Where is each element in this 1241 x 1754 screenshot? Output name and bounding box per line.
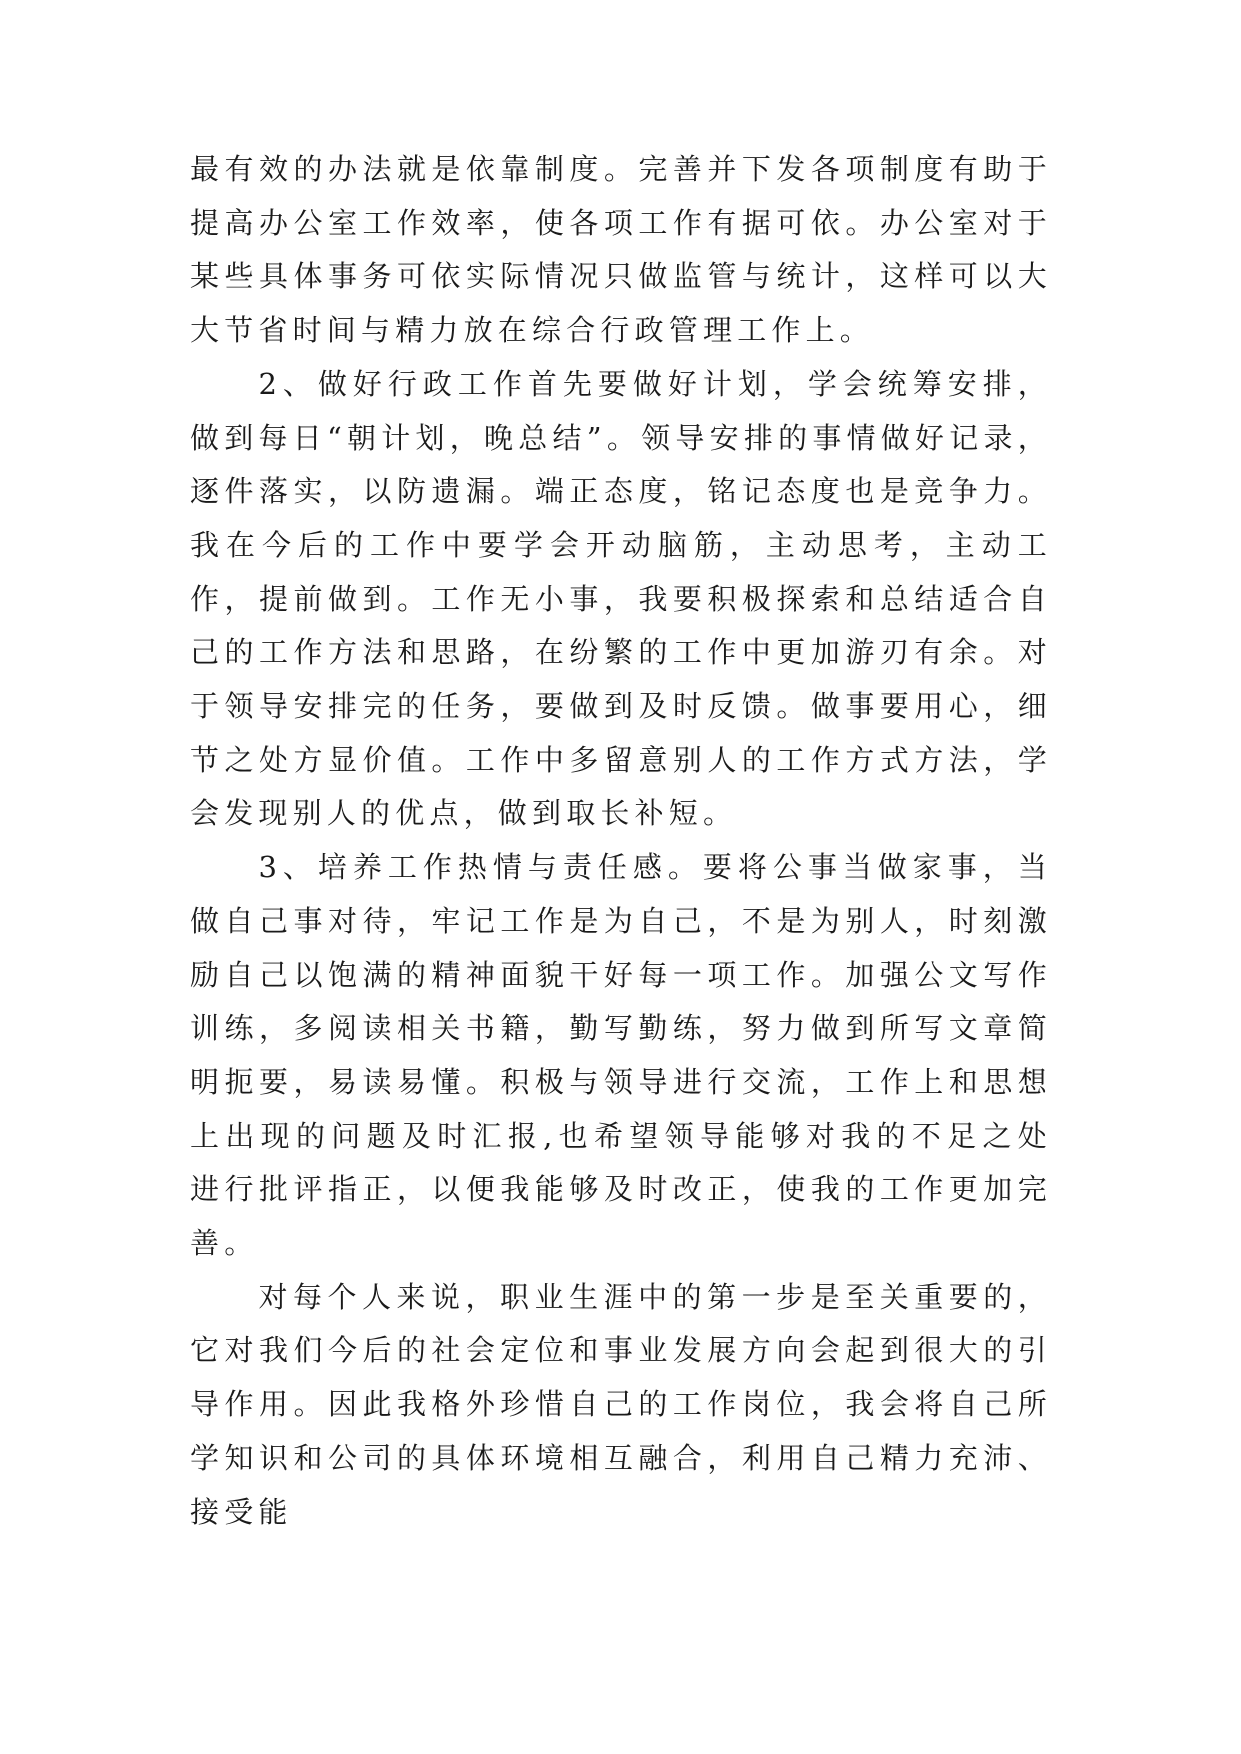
paragraph-closing: 对每个人来说，职业生涯中的第一步是至关重要的，它对我们今后的社会定位和事业发展方向会起到很大的引导作用。因此我格外珍惜自己的工作岗位，我会将自己所学知识和公司的具体环境相互融合，利用自己精力充沛、接受能 xyxy=(190,1279,1052,1529)
paragraph-point-2: 2、做好行政工作首先要做好计划，学会统筹安排，做到每日“朝计划，晚总结”。领导安排的事情做好记录，逐件落实，以防遗漏。端正态度，铭记态度也是竞争力。我在今后的工作中要学会开动脑筋，主动思考，主动工作，提前做到。工作无小事，我要积极探索和总结适合自己的工作方法和思路，在纷繁的工作中更加游刃有余。对于领导安排完的任务，要做到及时反馈。做事要用心，细节之处方显价值。工作中多留意别人的工作方式方法，学会发现别人的优点，做到取长补短。 xyxy=(190,366,1052,831)
paragraph-continued: 最有效的办法就是依靠制度。完善并下发各项制度有助于提高办公室工作效率，使各项工作有据可依。办公室对于某些具体事务可依实际情况只做监管与统计，这样可以大大节省时间与精力放在综合行政管理工作上。 xyxy=(190,152,1052,348)
document-body xyxy=(190,143,1052,1539)
paragraph-point-3: 3、培养工作热情与责任感。要将公事当做家事，当做自己事对待，牢记工作是为自己，不是为别人，时刻激励自己以饱满的精神面貌干好每一项工作。加强公文写作训练，多阅读相关书籍，勤写勤练，努力做到所写文章简明扼要，易读易懂。积极与领导进行交流，工作上和思想上出现的问题及时汇报,也希望领导能够对我的不足之处进行批评指正，以便我能够及时改正，使我的工作更加完善。 xyxy=(190,850,1052,1261)
